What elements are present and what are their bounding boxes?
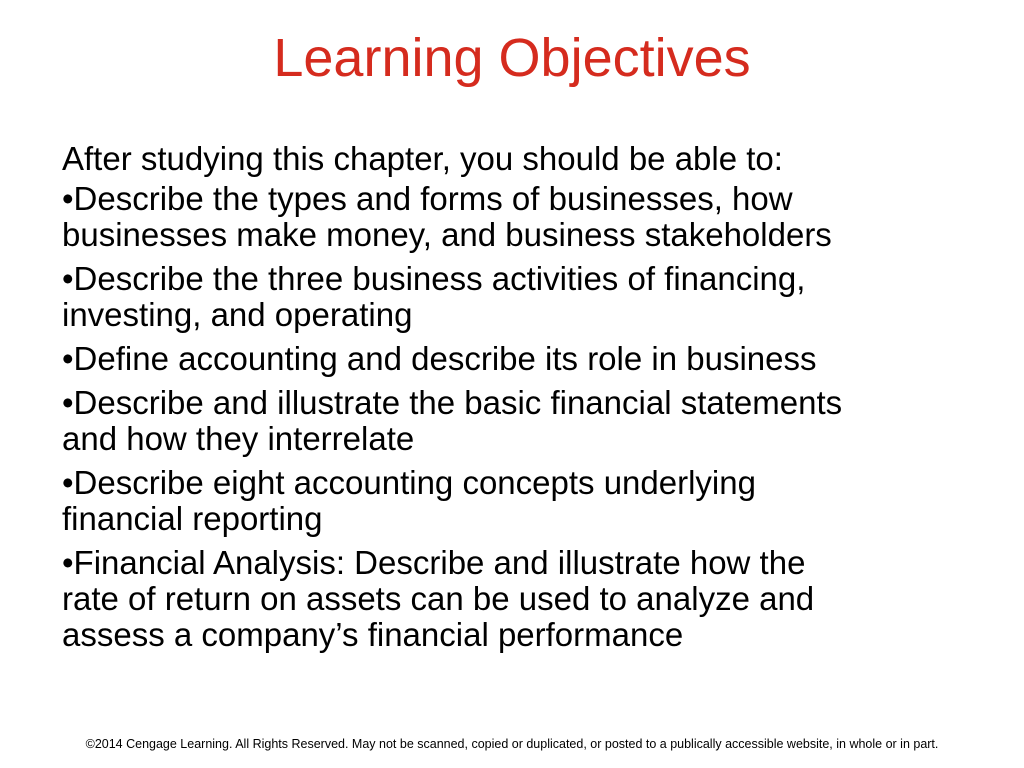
slide-title: Learning Objectives — [273, 28, 751, 88]
objective-item: •Define accounting and describe its role in business — [62, 340, 817, 377]
objective-item: •Describe eight accounting concepts underlying financial reporting — [62, 464, 756, 537]
objective-item: •Describe the three business activities of financing, investing, and operating — [62, 260, 806, 333]
copyright-footer: ©2014 Cengage Learning. All Rights Reserved. May not be scanned, copied or duplicated, or posted to a publically accessible website, in whole or in part. — [85, 737, 939, 751]
objective-item: •Financial Analysis: Describe and illustrate how the rate of return on assets can be used to analyze and assess a company’s financial performance — [62, 544, 815, 653]
slide-body — [62, 140, 962, 661]
objectives-list — [62, 181, 962, 653]
objective-item: •Describe the types and forms of businesses, how businesses make money, and business stakeholders — [62, 180, 832, 253]
intro-text: After studying this chapter, you should be able to: — [62, 140, 783, 177]
objective-item: •Describe and illustrate the basic financial statements and how they interrelate — [62, 384, 843, 457]
